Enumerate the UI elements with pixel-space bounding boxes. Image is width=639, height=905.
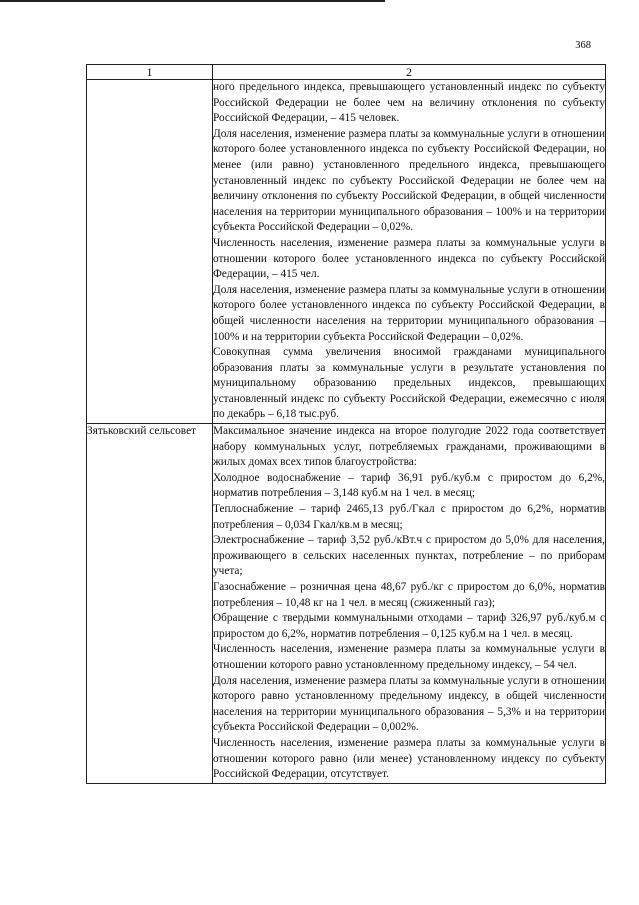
table-row [87, 424, 606, 784]
page-number: 368 [575, 40, 591, 51]
column-header-2: 2 [213, 65, 606, 80]
paragraph: Численность населения, изменение размера платы за коммунальные услуги в отношении которого равно установленному предельному индексу, – 54 чел. [213, 643, 605, 671]
paragraph: Газоснабжение – розничная цена 48,67 руб./кг с приростом до 6,0%, норматив потребления – 10,48 кг на 1 чел. в месяц (сжиженный газ); [213, 581, 605, 609]
table-row [87, 80, 606, 424]
paragraph: Максимальное значение индекса на второе полугодие 2022 года соответствует набору коммунальных услуг, потребляемых гражданами, проживающими в жилых домах всех типов благоустройства: [213, 425, 605, 469]
paragraph: Доля населения, изменение размера платы за коммунальные услуги в отношении которого более установленного индекса по субъекту Российской Федерации, в общей численности населения на территории муниципального образования – 100% и на территории субъекта Российской Федерации – 0,02%. [213, 283, 605, 343]
paragraph: Совокупная сумма увеличения вносимой гражданами муниципального образования платы за коммунальные услуги в результате установления по муниципальному образованию предельных индексов, превышающих установленный индекс по субъекту Российской Федерации, ежемесячно с июля по декабрь – 6,18 тыс.руб. [213, 346, 605, 421]
table-header-row [87, 65, 606, 80]
paragraph: Электроснабжение – тариф 3,52 руб./кВт.ч с приростом до 5,0% для населения, проживающего в сельских населенных пунктах, потребление – по приборам учета; [213, 534, 605, 578]
description-cell [213, 424, 606, 784]
paragraph: Теплоснабжение – тариф 2465,13 руб./Гкал с приростом до 6,2%, норматив потребления – 0,034 Гкал/кв.м в месяц; [213, 503, 605, 531]
description-cell [213, 80, 606, 424]
paragraph: ного предельного индекса, превышающего установленный индекс по субъекту Российской Федерации не более чем на величину отклонения по субъекту Российской Федерации, – 415 человек. [213, 81, 605, 125]
paragraph: Доля населения, изменение размера платы за коммунальные услуги в отношении которого более установленного индекса по субъекту Российской Федерации, но менее (или равно) установленного предельного индекса, превышающего установленный индекс по субъекту Российской Федерации не более чем на величину отклонения по субъекту Российской Федерации, в общей численности населения на территории муниципального образования – 100% и на территории субъекта Российской Федерации – 0,02%. [213, 127, 605, 234]
paragraph: Численность населения, изменение размера платы за коммунальные услуги в отношении которого равно (или менее) установленному индексу по субъекту Российской Федерации, отсутствует. [213, 736, 605, 781]
column-header-1: 1 [87, 65, 213, 80]
paragraph: Доля населения, изменение размера платы за коммунальные услуги в отношении которого равно установленному предельному индексу, в общей численности населения на территории муниципального образования – 5,3% и на территории субъекта Российской Федерации – 0,002%. [213, 674, 605, 734]
municipality-cell [87, 80, 213, 424]
paragraph: Обращение с твердыми коммунальными отходами – тариф 326,97 руб./куб.м с приростом до 6,2%, норматив потребления – 0,125 куб.м на 1 чел. в месяц. [213, 612, 605, 640]
paragraph: Холодное водоснабжение – тариф 36,91 руб./куб.м с приростом до 6,2%, норматив потребления – 3,148 куб.м на 1 чел. в месяц; [213, 471, 605, 500]
document-table [86, 64, 606, 784]
paragraph: Численность населения, изменение размера платы за коммунальные услуги в отношении которого более установленного индекса по субъекту Российской Федерации, – 415 чел. [213, 236, 605, 281]
top-rule [0, 0, 385, 2]
municipality-cell: Зятьковский сельсовет [87, 424, 213, 784]
